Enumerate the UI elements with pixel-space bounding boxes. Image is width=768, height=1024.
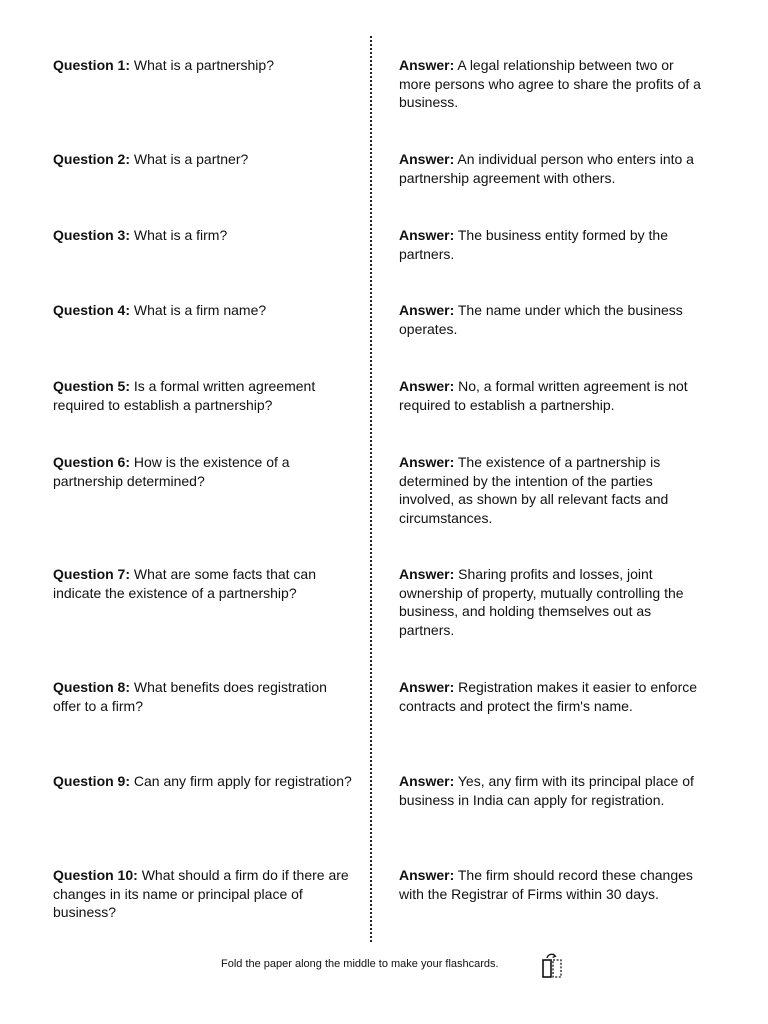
- answer-label: Answer:: [399, 566, 455, 582]
- answer-7: [399, 565, 709, 639]
- answer-label: Answer:: [399, 454, 455, 470]
- answer-3: [399, 226, 709, 263]
- question-8: [53, 678, 353, 715]
- answer-text: The firm should record these changes with the Registrar of Firms within 30 days.: [399, 867, 693, 902]
- question-2: [53, 150, 353, 169]
- answer-label: Answer:: [399, 227, 455, 243]
- answer-label: Answer:: [399, 378, 455, 394]
- question-5: [53, 377, 353, 414]
- question-label: Question 6:: [53, 454, 131, 470]
- fold-line: [370, 36, 372, 942]
- question-text: What is a partnership?: [133, 57, 274, 73]
- answer-text: The business entity formed by the partners.: [399, 227, 668, 262]
- fold-instruction: Fold the paper along the middle to make your flashcards.: [221, 958, 499, 970]
- answer-4: [399, 301, 709, 338]
- question-text: Is a formal written agreement required to establish a partnership?: [53, 378, 316, 413]
- answer-8: [399, 678, 709, 715]
- question-label: Question 4:: [53, 302, 131, 318]
- answer-label: Answer:: [399, 57, 455, 73]
- answer-2: [399, 150, 709, 187]
- question-10: [53, 866, 353, 922]
- question-label: Question 9:: [53, 773, 131, 789]
- question-label: Question 1:: [53, 57, 131, 73]
- question-6: [53, 453, 353, 490]
- question-label: Question 10:: [53, 867, 138, 883]
- question-label: Question 3:: [53, 227, 131, 243]
- answer-text: Registration makes it easier to enforce contracts and protect the firm's name.: [399, 679, 698, 714]
- answer-text: A legal relationship between two or more persons who agree to share the profits of a business.: [399, 57, 701, 111]
- question-text: What are some facts that can indicate the existence of a partnership?: [53, 566, 316, 601]
- question-label: Question 8:: [53, 679, 131, 695]
- question-1: [53, 56, 353, 75]
- question-9: [53, 772, 353, 791]
- answer-1: [399, 56, 709, 112]
- question-label: Question 2:: [53, 151, 131, 167]
- question-7: [53, 565, 353, 602]
- question-label: Question 5:: [53, 378, 131, 394]
- question-label: Question 7:: [53, 566, 131, 582]
- question-3: [53, 226, 353, 245]
- question-text: What is a firm name?: [133, 302, 267, 318]
- answer-10: [399, 866, 709, 903]
- question-4: [53, 301, 353, 320]
- question-text: What should a firm do if there are changes in its name or principal place of business?: [53, 867, 349, 921]
- answer-text: An individual person who enters into a partnership agreement with others.: [399, 151, 694, 186]
- question-text: What is a partner?: [133, 151, 249, 167]
- footer: [0, 952, 768, 982]
- question-text: What is a firm?: [133, 227, 228, 243]
- answer-label: Answer:: [399, 773, 455, 789]
- answer-text: Yes, any firm with its principal place of business in India can apply for registration.: [399, 773, 694, 808]
- answer-text: The existence of a partnership is determined by the intention of the parties involved, as shown by all relevant facts and circumstances.: [399, 454, 669, 526]
- answer-text: Sharing profits and losses, joint ownership of property, mutually controlling the business, and holding themselves out as partners.: [399, 566, 684, 638]
- answer-text: No, a formal written agreement is not required to establish a partnership.: [399, 378, 688, 413]
- question-text: Can any firm apply for registration?: [133, 773, 352, 789]
- answer-6: [399, 453, 709, 527]
- answer-label: Answer:: [399, 679, 455, 695]
- fold-paper-icon: [540, 952, 566, 980]
- answer-9: [399, 772, 709, 809]
- answer-label: Answer:: [399, 867, 455, 883]
- question-text: How is the existence of a partnership determined?: [53, 454, 290, 489]
- answer-5: [399, 377, 709, 414]
- answer-label: Answer:: [399, 151, 455, 167]
- question-text: What benefits does registration offer to a firm?: [53, 679, 327, 714]
- answer-label: Answer:: [399, 302, 455, 318]
- answer-text: The name under which the business operates.: [399, 302, 683, 337]
